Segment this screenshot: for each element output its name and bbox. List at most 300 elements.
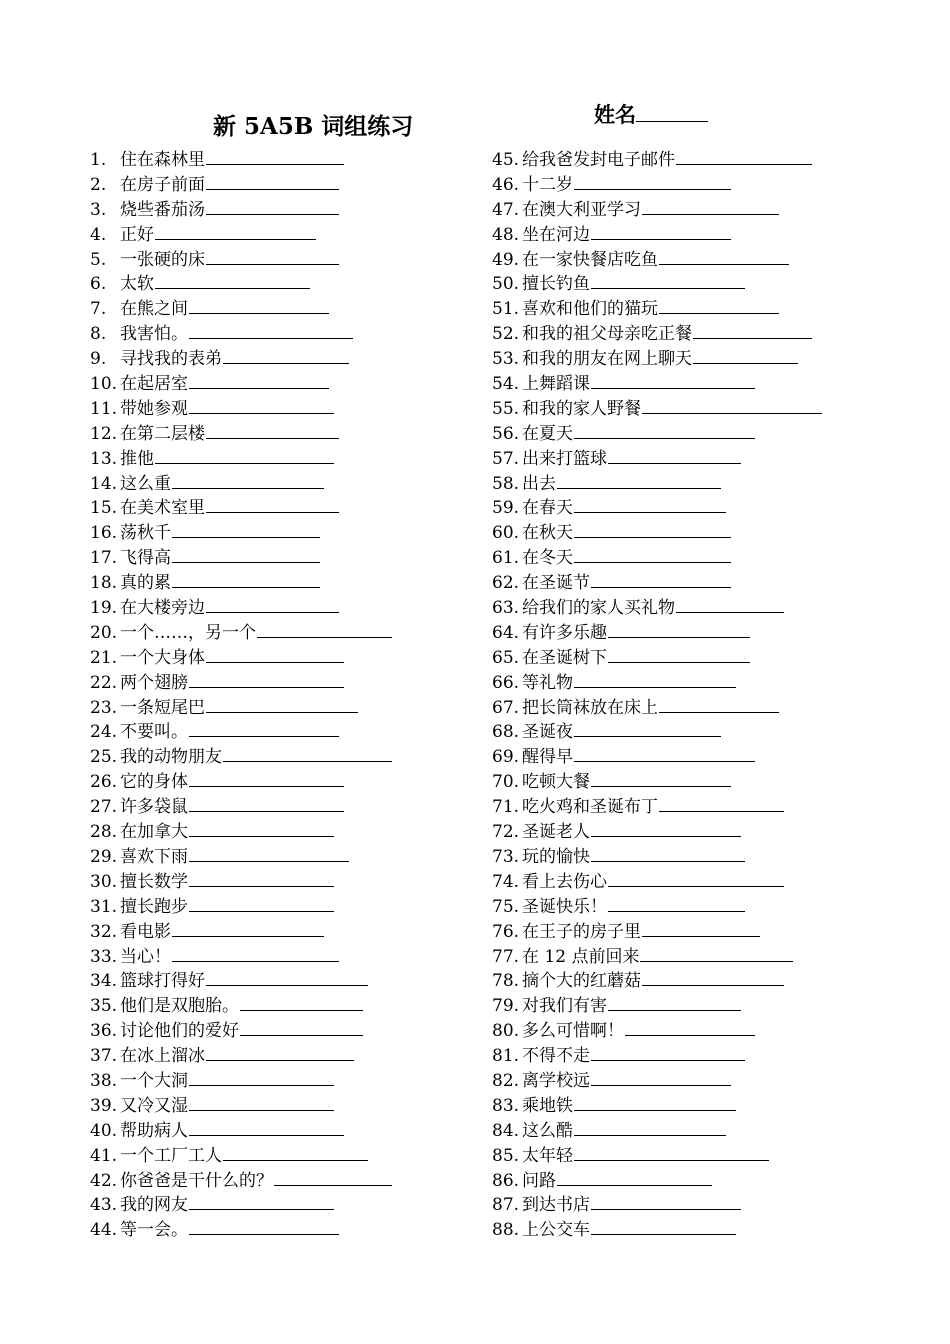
answer-blank[interactable] [189, 297, 329, 314]
item-phrase: 在房子前面 [120, 174, 205, 195]
item-phrase: 他们是双胞胎。 [120, 996, 239, 1017]
item-number: 35. [90, 996, 118, 1017]
exercise-item [90, 322, 392, 347]
answer-blank[interactable] [608, 895, 745, 912]
answer-blank[interactable] [642, 198, 779, 215]
exercise-item [492, 621, 822, 646]
answer-blank[interactable] [189, 845, 349, 862]
answer-blank[interactable] [206, 148, 344, 165]
exercise-item [90, 1094, 392, 1119]
exercise-item [90, 297, 392, 322]
item-number: 19. [90, 598, 118, 619]
item-phrase: 太软 [120, 274, 154, 295]
item-phrase: 在王子的房子里 [522, 921, 641, 942]
exercise-item [90, 1218, 392, 1243]
answer-blank[interactable] [172, 472, 324, 489]
item-number: 2. [90, 174, 107, 195]
answer-blank[interactable] [591, 845, 745, 862]
item-number: 24. [90, 722, 118, 743]
exercise-item [492, 969, 822, 994]
answer-blank[interactable] [591, 1069, 731, 1086]
exercise-item [492, 496, 822, 521]
item-phrase: 摘个大的红蘑菇 [522, 971, 641, 992]
item-phrase: 十二岁 [522, 174, 573, 195]
exercise-item [90, 770, 392, 795]
item-number: 51. [492, 299, 520, 320]
exercise-item [492, 223, 822, 248]
exercise-item [492, 472, 822, 497]
answer-blank[interactable] [189, 1119, 344, 1136]
item-phrase: 我的网友 [120, 1195, 188, 1216]
answer-blank[interactable] [574, 1094, 736, 1111]
item-phrase: 飞得高 [120, 548, 171, 569]
answer-blank[interactable] [642, 969, 784, 986]
answer-blank[interactable] [206, 696, 358, 713]
item-number: 68. [492, 722, 520, 743]
answer-blank[interactable] [574, 422, 755, 439]
item-phrase: 喜欢下雨 [120, 846, 188, 867]
answer-blank[interactable] [608, 646, 750, 663]
exercise-item [492, 322, 822, 347]
answer-blank[interactable] [557, 472, 721, 489]
item-phrase: 帮助病人 [120, 1120, 188, 1141]
item-number: 66. [492, 672, 520, 693]
exercise-item [90, 870, 392, 895]
item-number: 10. [90, 374, 118, 395]
item-number: 75. [492, 896, 520, 917]
answer-blank[interactable] [189, 1218, 339, 1235]
item-number: 38. [90, 1070, 118, 1091]
item-phrase: 住在森林里 [120, 150, 205, 170]
item-phrase: 推他 [120, 448, 154, 469]
item-phrase: 出来打篮球 [522, 448, 607, 469]
item-phrase: 在冬天 [522, 548, 573, 569]
exercise-item [90, 173, 392, 198]
answer-blank[interactable] [223, 347, 349, 364]
item-phrase: 不要叫。 [120, 722, 188, 743]
item-phrase: 在秋天 [522, 523, 573, 544]
item-number: 83. [492, 1095, 520, 1116]
item-number: 39. [90, 1095, 118, 1116]
item-number: 46. [492, 174, 520, 195]
item-phrase: 多么可惜啊！ [522, 1021, 624, 1042]
answer-blank[interactable] [223, 1144, 368, 1161]
item-number: 15. [90, 498, 118, 519]
item-phrase: 一张硬的床 [120, 249, 205, 270]
item-phrase: 醒得早 [522, 747, 573, 768]
item-phrase: 带她参观 [120, 398, 188, 419]
item-number: 9. [90, 349, 107, 370]
item-number: 29. [90, 846, 118, 867]
exercise-item [492, 272, 822, 297]
item-phrase: 你爸爸是干什么的？ [120, 1170, 273, 1191]
name-field[interactable] [594, 99, 708, 129]
exercise-item [90, 198, 392, 223]
item-phrase: 两个翅膀 [120, 672, 188, 693]
item-phrase: 在熊之间 [120, 299, 188, 320]
exercise-item [492, 770, 822, 795]
exercise-item [90, 397, 392, 422]
item-phrase: 它的身体 [120, 772, 188, 793]
exercise-item [90, 646, 392, 671]
item-number: 17. [90, 548, 118, 569]
answer-blank[interactable] [591, 223, 731, 240]
item-number: 30. [90, 871, 118, 892]
item-number: 55. [492, 398, 520, 419]
answer-blank[interactable] [608, 621, 750, 638]
answer-blank[interactable] [591, 571, 731, 588]
answer-blank[interactable] [172, 571, 320, 588]
answer-blank[interactable] [676, 148, 812, 165]
item-number: 74. [492, 871, 520, 892]
exercise-item [492, 148, 822, 173]
item-phrase: 擅长跑步 [120, 896, 188, 917]
answer-blank[interactable] [608, 870, 784, 887]
exercise-item [492, 347, 822, 372]
answer-blank[interactable] [257, 621, 392, 638]
item-phrase: 许多袋鼠 [120, 797, 188, 818]
item-number: 28. [90, 822, 118, 843]
answer-blank[interactable] [591, 1218, 736, 1235]
exercise-item [492, 1019, 822, 1044]
answer-blank[interactable] [642, 397, 822, 414]
item-number: 59. [492, 498, 520, 519]
answer-blank[interactable] [155, 223, 316, 240]
item-phrase: 吃火鸡和圣诞布丁 [522, 797, 658, 818]
answer-blank[interactable] [189, 895, 334, 912]
answer-blank[interactable] [206, 1044, 354, 1061]
item-phrase: 圣诞老人 [522, 822, 590, 843]
answer-blank[interactable] [574, 720, 721, 737]
item-phrase: 擅长数学 [120, 871, 188, 892]
answer-blank[interactable] [574, 1144, 769, 1161]
item-number: 12. [90, 423, 118, 444]
item-phrase: 圣诞夜 [522, 722, 573, 743]
exercise-item [492, 546, 822, 571]
item-phrase: 擅长钓鱼 [522, 274, 590, 295]
item-phrase: 坐在河边 [522, 224, 590, 245]
item-number: 67. [492, 697, 520, 718]
exercise-item [492, 248, 822, 273]
item-phrase: 又冷又湿 [120, 1095, 188, 1116]
answer-blank[interactable] [189, 671, 344, 688]
item-phrase: 和我的朋友在网上聊天 [522, 349, 692, 370]
item-phrase: 在圣诞树下 [522, 647, 607, 668]
item-phrase: 在澳大利亚学习 [522, 199, 641, 220]
left-column [90, 148, 392, 1243]
exercise-item [492, 1218, 822, 1243]
item-number: 41. [90, 1145, 118, 1166]
item-phrase: 烧些番茄汤 [120, 199, 205, 220]
item-number: 53. [492, 349, 520, 370]
exercise-item [492, 372, 822, 397]
exercise-item [90, 621, 392, 646]
answer-blank[interactable] [591, 1044, 745, 1061]
answer-blank[interactable] [189, 770, 344, 787]
answer-blank[interactable] [574, 745, 755, 762]
name-label: 姓名 [594, 102, 636, 127]
answer-blank[interactable] [206, 596, 339, 613]
answer-blank[interactable] [206, 173, 339, 190]
exercise-item [492, 994, 822, 1019]
answer-blank[interactable] [591, 272, 745, 289]
item-phrase: 上公交车 [522, 1220, 590, 1241]
answer-blank[interactable] [642, 920, 760, 937]
exercise-item [90, 720, 392, 745]
item-number: 76. [492, 921, 520, 942]
answer-blank[interactable] [640, 945, 793, 962]
exercise-item [90, 1019, 392, 1044]
answer-blank[interactable] [206, 248, 339, 265]
answer-blank[interactable] [625, 1019, 755, 1036]
item-phrase: 荡秋千 [120, 523, 171, 544]
item-number: 63. [492, 598, 520, 619]
item-phrase: 问路 [522, 1170, 556, 1191]
item-number: 73. [492, 846, 520, 867]
answer-blank[interactable] [574, 671, 736, 688]
item-phrase: 在第二层楼 [120, 423, 205, 444]
item-number: 31. [90, 896, 118, 917]
item-phrase: 正好 [120, 224, 154, 245]
item-phrase: 这么酷 [522, 1120, 573, 1141]
exercise-item [90, 372, 392, 397]
item-number: 81. [492, 1046, 520, 1067]
item-number: 3. [90, 199, 107, 220]
exercise-item [492, 571, 822, 596]
item-number: 6. [90, 274, 107, 295]
exercise-item [492, 447, 822, 472]
item-number: 77. [492, 946, 520, 967]
item-phrase: 对我们有害 [522, 996, 607, 1017]
item-number: 32. [90, 921, 118, 942]
answer-blank[interactable] [608, 994, 741, 1011]
answer-blank[interactable] [155, 272, 310, 289]
answer-blank[interactable] [189, 1193, 334, 1210]
item-number: 1. [90, 150, 107, 170]
answer-blank[interactable] [676, 596, 784, 613]
exercise-item [90, 820, 392, 845]
exercise-item [492, 397, 822, 422]
item-phrase: 玩的愉快 [522, 846, 590, 867]
item-phrase: 真的累 [120, 573, 171, 594]
item-phrase: 给我们的家人买礼物 [522, 598, 675, 619]
item-number: 84. [492, 1120, 520, 1141]
exercise-item [90, 745, 392, 770]
answer-blank[interactable] [172, 945, 339, 962]
item-number: 56. [492, 423, 520, 444]
exercise-item [492, 820, 822, 845]
exercise-item [492, 1193, 822, 1218]
exercise-item [90, 447, 392, 472]
answer-blank[interactable] [659, 297, 779, 314]
item-phrase: 在一家快餐店吃鱼 [522, 249, 658, 270]
exercise-item [90, 272, 392, 297]
item-number: 87. [492, 1195, 520, 1216]
item-number: 23. [90, 697, 118, 718]
item-phrase: 我害怕。 [120, 324, 188, 345]
item-number: 47. [492, 199, 520, 220]
item-number: 85. [492, 1145, 520, 1166]
item-phrase: 等一会。 [120, 1220, 188, 1241]
item-number: 82. [492, 1070, 520, 1091]
exercise-item [90, 1144, 392, 1169]
item-number: 50. [492, 274, 520, 295]
item-number: 26. [90, 772, 118, 793]
answer-blank[interactable] [591, 1193, 741, 1210]
item-number: 58. [492, 473, 520, 494]
item-phrase: 篮球打得好 [120, 971, 205, 992]
exercise-item [90, 148, 392, 173]
answer-blank[interactable] [206, 198, 339, 215]
answer-blank[interactable] [240, 994, 363, 1011]
item-number: 49. [492, 249, 520, 270]
answer-blank[interactable] [206, 646, 344, 663]
item-number: 36. [90, 1021, 118, 1042]
item-number: 80. [492, 1021, 520, 1042]
exercise-item [492, 696, 822, 721]
answer-blank[interactable] [189, 720, 339, 737]
answer-blank[interactable] [274, 1169, 392, 1186]
exercise-item [90, 1169, 392, 1194]
item-number: 44. [90, 1220, 118, 1241]
answer-blank[interactable] [693, 347, 798, 364]
item-number: 11. [90, 398, 118, 419]
item-phrase: 在冰上溜冰 [120, 1046, 205, 1067]
item-number: 72. [492, 822, 520, 843]
item-number: 22. [90, 672, 118, 693]
item-number: 61. [492, 548, 520, 569]
answer-blank[interactable] [189, 1094, 334, 1111]
item-phrase: 喜欢和他们的猫玩 [522, 299, 658, 320]
exercise-item [90, 994, 392, 1019]
exercise-item [492, 1044, 822, 1069]
item-number: 65. [492, 647, 520, 668]
answer-blank[interactable] [172, 546, 320, 563]
exercise-item [90, 895, 392, 920]
answer-blank[interactable] [223, 745, 392, 762]
answer-blank[interactable] [591, 770, 731, 787]
answer-blank[interactable] [693, 322, 812, 339]
item-phrase: 在起居室 [120, 374, 188, 395]
answer-blank[interactable] [574, 1119, 726, 1136]
exercise-item [90, 845, 392, 870]
exercise-item [90, 248, 392, 273]
answer-blank[interactable] [172, 920, 324, 937]
answer-blank[interactable] [574, 173, 731, 190]
exercise-item [492, 198, 822, 223]
item-phrase: 太年轻 [522, 1145, 573, 1166]
answer-blank[interactable] [574, 546, 731, 563]
item-number: 25. [90, 747, 118, 768]
exercise-item [492, 596, 822, 621]
item-number: 20. [90, 622, 118, 643]
item-number: 34. [90, 971, 118, 992]
exercise-item [492, 870, 822, 895]
answer-blank[interactable] [591, 820, 741, 837]
exercise-item [492, 945, 822, 970]
item-phrase: 在夏天 [522, 423, 573, 444]
item-number: 14. [90, 473, 118, 494]
item-phrase: 在圣诞节 [522, 573, 590, 594]
answer-blank[interactable] [189, 1069, 334, 1086]
answer-blank[interactable] [659, 696, 779, 713]
exercise-item [90, 969, 392, 994]
exercise-item [90, 496, 392, 521]
answer-blank[interactable] [574, 496, 726, 513]
answer-blank[interactable] [206, 422, 339, 439]
right-column [492, 148, 822, 1243]
item-phrase: 上舞蹈课 [522, 374, 590, 395]
answer-blank[interactable] [155, 447, 334, 464]
answer-blank[interactable] [189, 870, 334, 887]
exercise-item [90, 920, 392, 945]
item-phrase: 等礼物 [522, 672, 573, 693]
item-number: 54. [492, 374, 520, 395]
answer-blank[interactable] [189, 372, 329, 389]
exercise-item [492, 297, 822, 322]
exercise-item [492, 1144, 822, 1169]
item-phrase: 我的动物朋友 [120, 747, 222, 768]
item-number: 88. [492, 1220, 520, 1241]
answer-blank[interactable] [172, 521, 320, 538]
item-number: 69. [492, 747, 520, 768]
item-phrase: 一条短尾巴 [120, 697, 205, 718]
item-phrase: 到达书店 [522, 1195, 590, 1216]
name-blank-line[interactable] [636, 103, 708, 122]
answer-blank[interactable] [574, 521, 731, 538]
answer-blank[interactable] [189, 820, 334, 837]
item-number: 42. [90, 1170, 118, 1191]
answer-blank[interactable] [189, 795, 344, 812]
answer-blank[interactable] [659, 248, 789, 265]
item-phrase: 圣诞快乐！ [522, 896, 607, 917]
exercise-item [90, 472, 392, 497]
answer-blank[interactable] [206, 969, 368, 986]
exercise-item [492, 1119, 822, 1144]
item-number: 62. [492, 573, 520, 594]
item-phrase: 一个大身体 [120, 647, 205, 668]
item-number: 5. [90, 249, 107, 270]
answer-blank[interactable] [206, 496, 339, 513]
exercise-item [492, 173, 822, 198]
answer-blank[interactable] [189, 397, 334, 414]
item-number: 64. [492, 622, 520, 643]
answer-blank[interactable] [189, 322, 353, 339]
answer-blank[interactable] [659, 795, 784, 812]
answer-blank[interactable] [591, 372, 755, 389]
exercise-item [492, 646, 822, 671]
item-phrase: 在大楼旁边 [120, 598, 205, 619]
item-number: 71. [492, 797, 520, 818]
exercise-item [492, 1169, 822, 1194]
item-phrase: 看上去伤心 [522, 871, 607, 892]
answer-blank[interactable] [240, 1019, 363, 1036]
item-phrase: 和我的祖父母亲吃正餐 [522, 324, 692, 345]
item-phrase: 吃顿大餐 [522, 772, 590, 793]
item-number: 70. [492, 772, 520, 793]
answer-blank[interactable] [608, 447, 741, 464]
exercise-item [492, 422, 822, 447]
exercise-item [90, 1193, 392, 1218]
page-title: 新 5A5B 词组练习 [213, 113, 414, 140]
exercise-item [492, 521, 822, 546]
item-number: 16. [90, 523, 118, 544]
item-phrase: 一个工厂工人 [120, 1145, 222, 1166]
item-number: 86. [492, 1170, 520, 1191]
item-number: 43. [90, 1195, 118, 1216]
item-phrase: 不得不走 [522, 1046, 590, 1067]
answer-blank[interactable] [557, 1169, 712, 1186]
